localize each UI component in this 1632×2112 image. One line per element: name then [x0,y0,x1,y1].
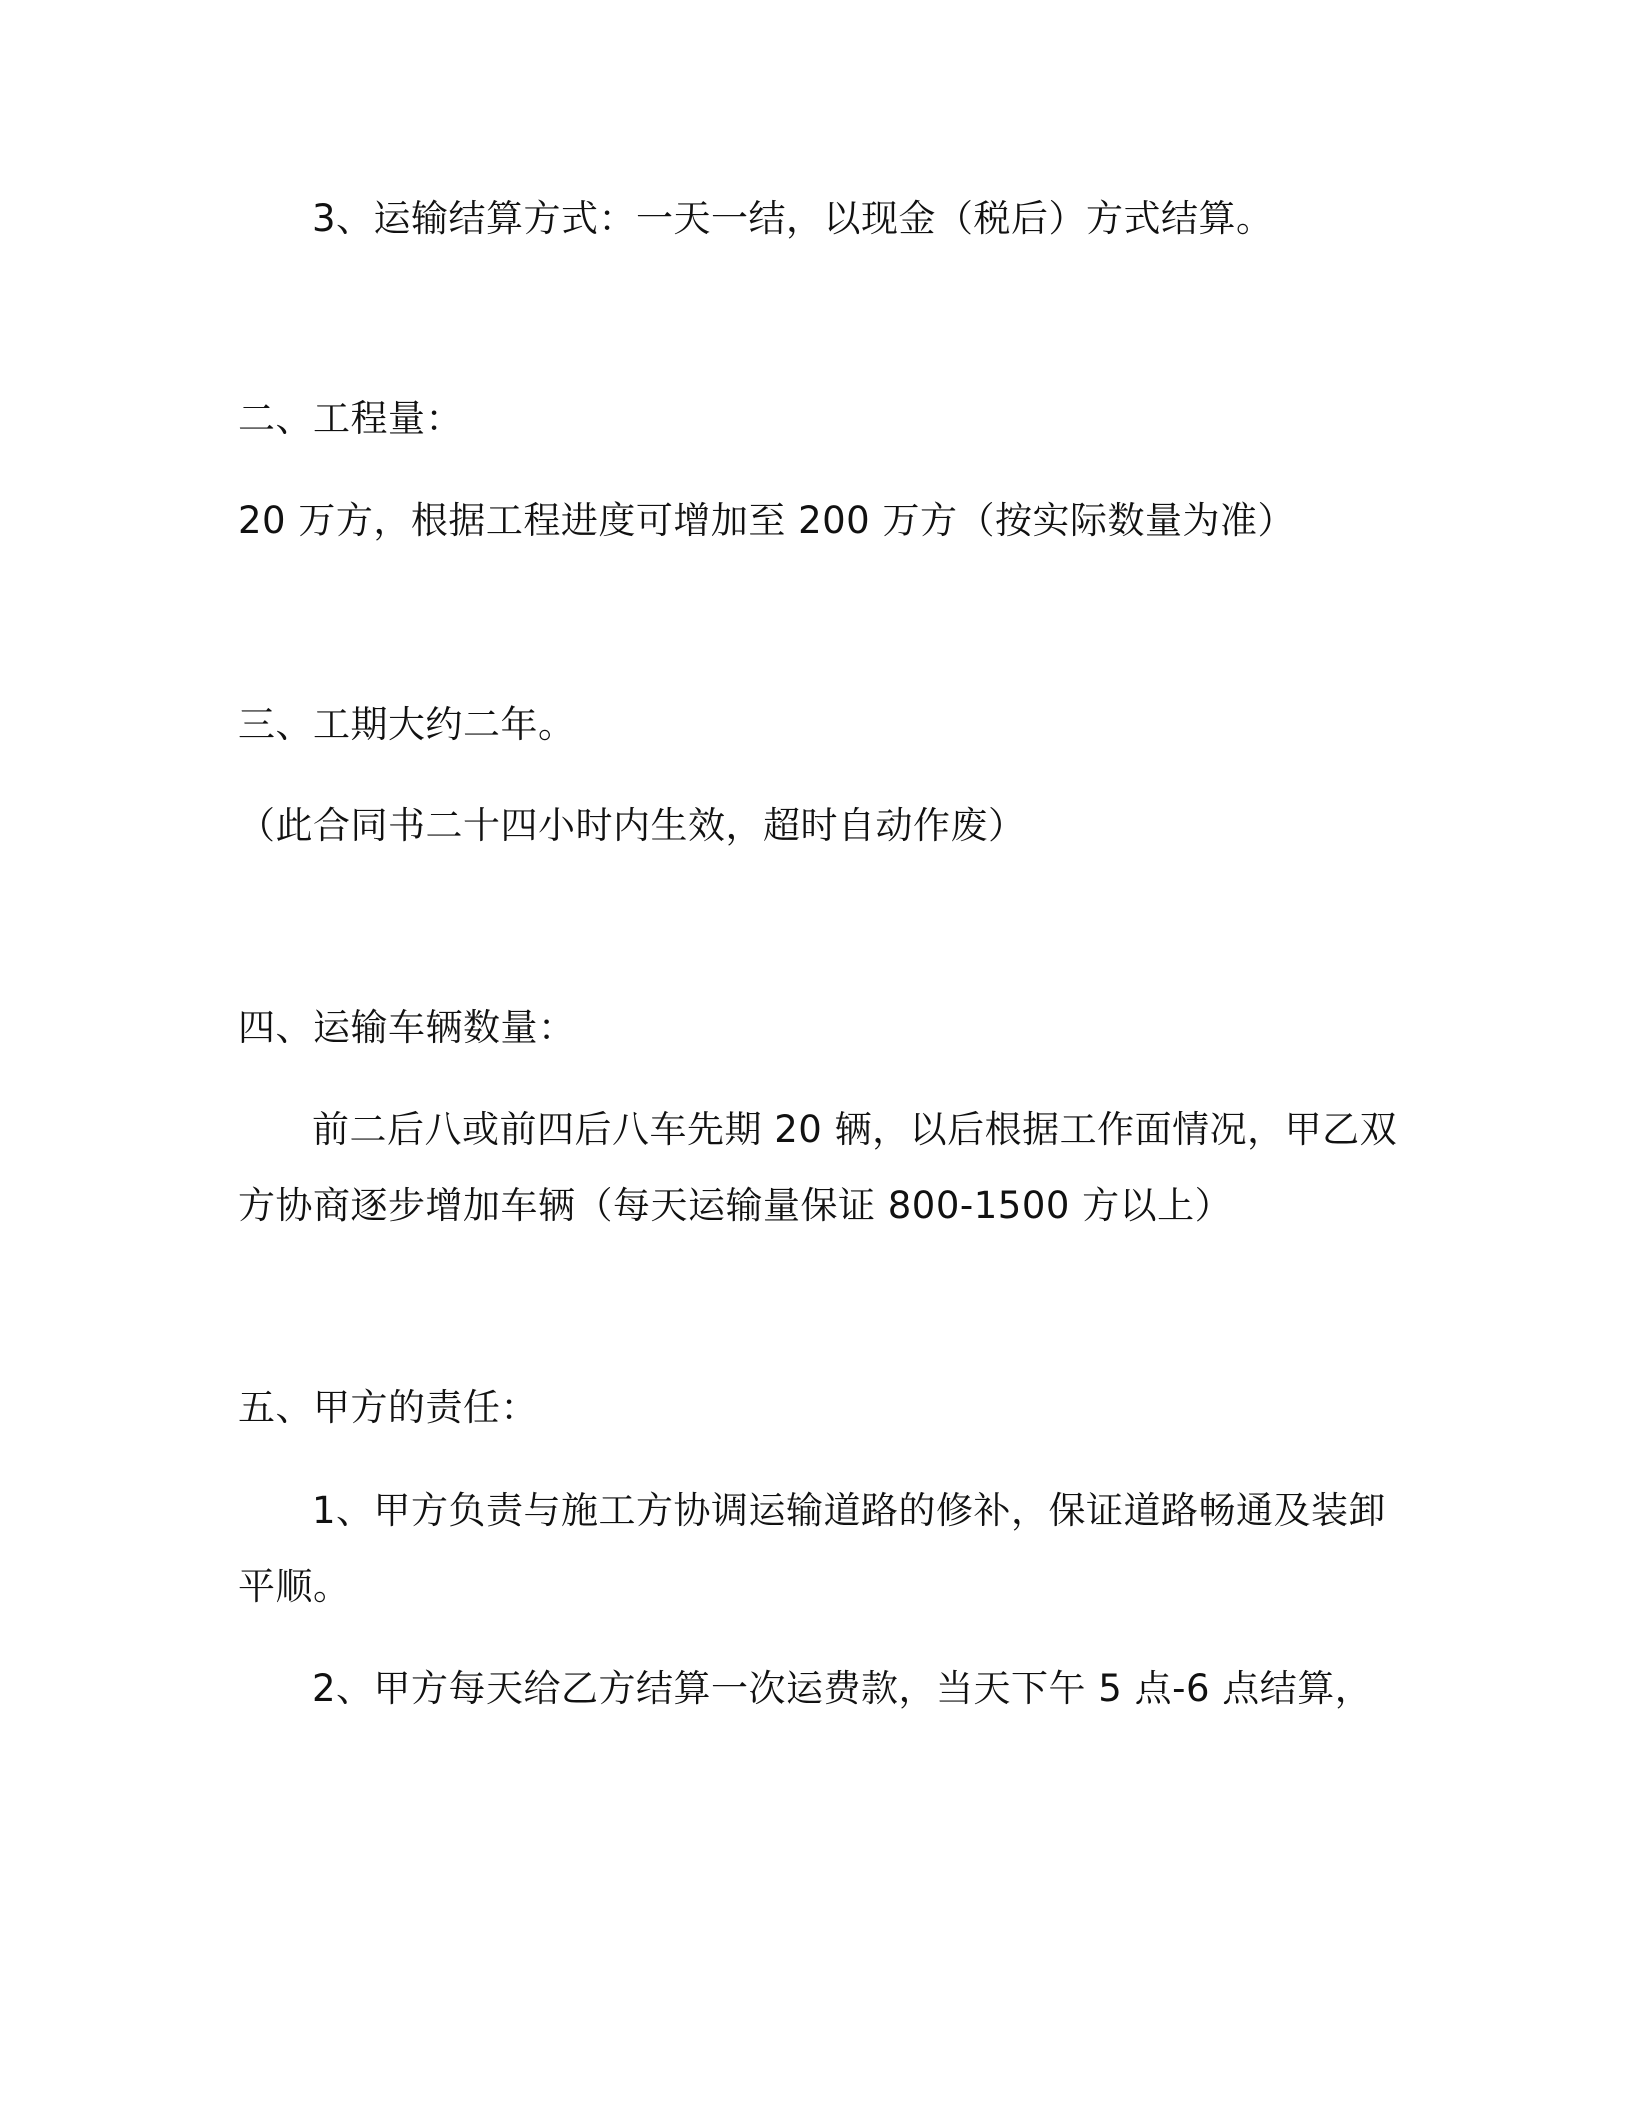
duty-1-line-1: 1、甲方负责与施工方协调运输道路的修补，保证道路畅通及装卸 [312,1489,1387,1532]
vehicle-paragraph-line-1: 前二后八或前四后八车先期 20 辆，以后根据工作面情况，甲乙双 [312,1108,1398,1151]
section-5-heading: 五、甲方的责任： [238,1386,538,1429]
section-4-heading: 四、运输车辆数量： [238,1006,576,1049]
section-3-heading: 三、工期大约二年。 [238,703,576,746]
vehicle-paragraph-line-2: 方协商逐步增加车辆（每天运输量保证 800-1500 方以上） [238,1184,1233,1227]
duty-2-line: 2、甲方每天给乙方结算一次运费款，当天下午 5 点-6 点结算， [312,1667,1373,1710]
section-2-heading: 二、工程量： [238,397,463,440]
quantity-line: 20 万方，根据工程进度可增加至 200 万方（按实际数量为准） [238,499,1295,542]
duty-1-line-2: 平顺。 [238,1565,351,1608]
validity-note: （此合同书二十四小时内生效，超时自动作废） [238,804,1026,847]
settlement-method-line: 3、运输结算方式：一天一结，以现金（税后）方式结算。 [312,197,1274,240]
